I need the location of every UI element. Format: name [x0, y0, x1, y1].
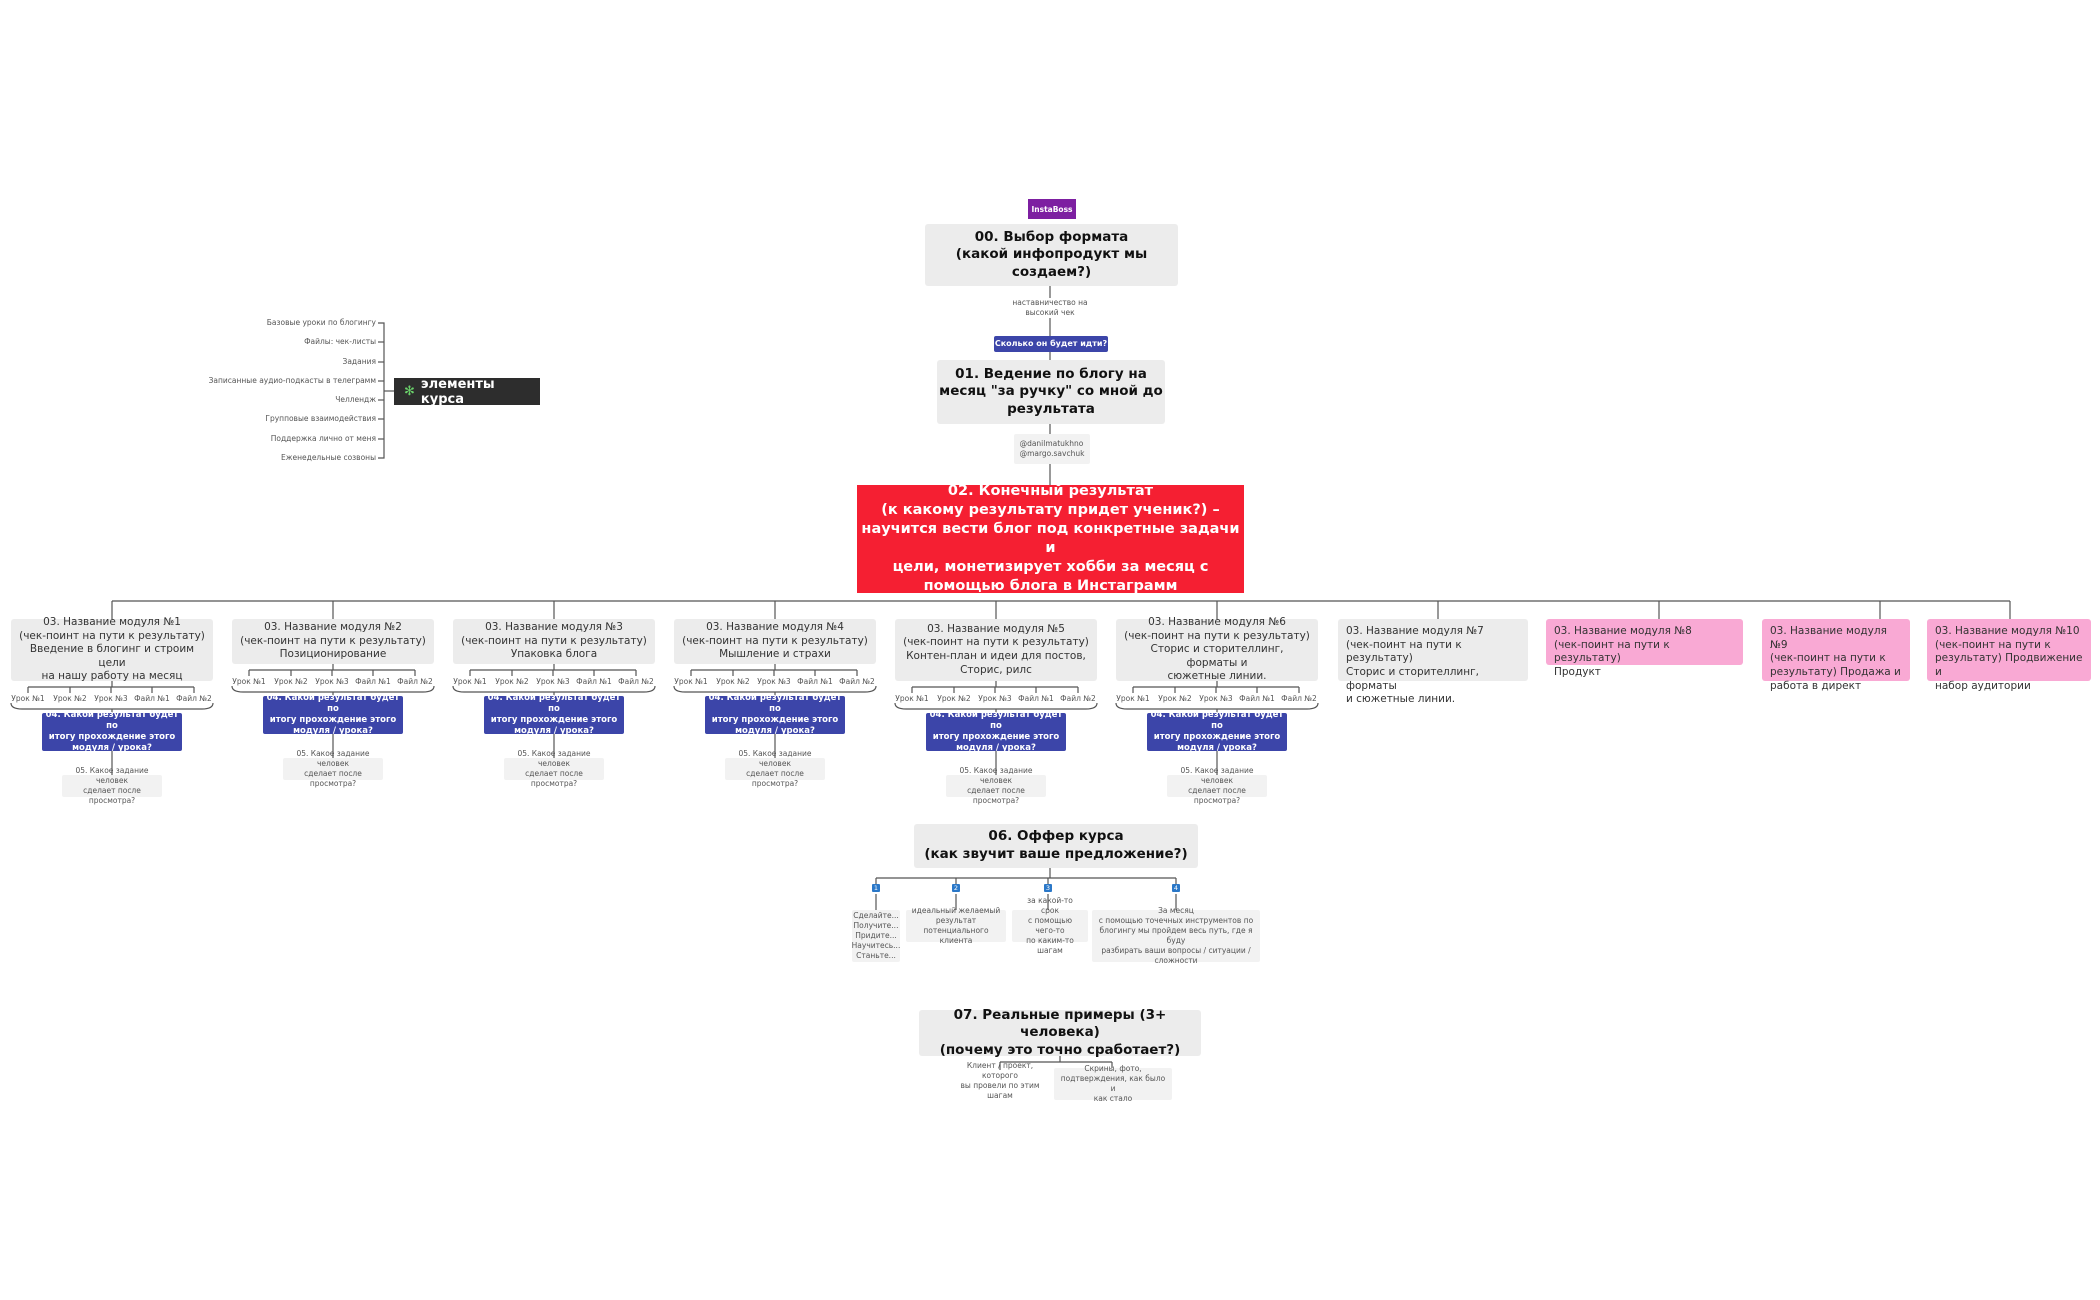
module-result-node[interactable]: 04. Какой результат будет по итогу прохождение этого модуля / урока?: [42, 713, 182, 751]
module-node-8[interactable]: 03. Название модуля №8 (чек-поинт на пути к результату) Продукт: [1546, 619, 1743, 665]
lesson-item[interactable]: Урок №3: [757, 677, 791, 686]
lesson-item[interactable]: Урок №1: [232, 677, 266, 686]
lesson-item[interactable]: Урок №2: [53, 694, 87, 703]
lesson-item[interactable]: Урок №2: [1158, 694, 1192, 703]
lesson-item[interactable]: Файл №2: [1281, 694, 1317, 703]
lesson-item[interactable]: Файл №1: [576, 677, 612, 686]
module-node-5[interactable]: 03. Название модуля №5 (чек-поинт на пути к результату) Контен-план и идеи для постов, Сторис, рилс: [895, 619, 1097, 681]
offer-step-node[interactable]: За месяц с помощью точечных инструментов по блогингу мы пройдем весь путь, где я буду разбирать ваши вопросы / ситуации / сложности: [1092, 910, 1260, 962]
lesson-item[interactable]: Файл №2: [176, 694, 212, 703]
example-item-proof[interactable]: Скрины, фото, подтверждения, как было и как стало: [1054, 1068, 1172, 1100]
lesson-item[interactable]: Урок №1: [674, 677, 708, 686]
module-node-4[interactable]: 03. Название модуля №4 (чек-поинт на пути к результату) Мышление и страхи: [674, 619, 876, 664]
course-element-item[interactable]: Групповые взаимодействия: [265, 414, 376, 423]
module-task-node[interactable]: 05. Какое задание человек сделает после просмотра?: [725, 758, 825, 780]
lesson-item[interactable]: Файл №1: [797, 677, 833, 686]
offer-node[interactable]: 06. Оффер курса (как звучит ваше предложение?): [914, 824, 1198, 868]
format-sub-node[interactable]: наставничество на высокий чек: [990, 298, 1110, 318]
lesson-item[interactable]: Файл №1: [1018, 694, 1054, 703]
module-node-10[interactable]: 03. Название модуля №10 (чек-поинт на пути к результату) Продвижение и набор аудитории: [1927, 619, 2091, 681]
course-elements-node[interactable]: [394, 378, 540, 405]
module-node-2[interactable]: 03. Название модуля №2 (чек-поинт на пути к результату) Позиционирование: [232, 619, 434, 664]
lesson-item[interactable]: Урок №1: [11, 694, 45, 703]
module-task-node[interactable]: 05. Какое задание человек сделает после просмотра?: [283, 758, 383, 780]
example-item-client[interactable]: Клиент / проект, которого вы провели по этим шагам: [945, 1070, 1055, 1092]
lesson-item[interactable]: Файл №2: [839, 677, 875, 686]
final-result-node[interactable]: 02. Конечный результат (к какому результату придет ученик?) – научится вести блог под конкретные задачи и цели, монетизирует хобби за месяц с помощью блога в Инстаграмм: [857, 485, 1244, 593]
instaboss-badge: InstaBoss: [1028, 199, 1076, 219]
lesson-item[interactable]: Урок №2: [274, 677, 308, 686]
course-element-item[interactable]: Базовые уроки по блогингу: [266, 318, 376, 327]
module-result-node[interactable]: 04. Какой результат будет по итогу прохождение этого модуля / урока?: [484, 696, 624, 734]
module-node-3[interactable]: 03. Название модуля №3 (чек-поинт на пути к результату) Упаковка блога: [453, 619, 655, 664]
lesson-item[interactable]: Файл №1: [355, 677, 391, 686]
puzzle-icon: ✻: [404, 384, 415, 399]
offer-step-number: 1: [873, 884, 879, 892]
lesson-item[interactable]: Урок №2: [495, 677, 529, 686]
lesson-item[interactable]: Файл №2: [618, 677, 654, 686]
module-node-7[interactable]: 03. Название модуля №7 (чек-поинт на пути к результату) Сторис и сторителлинг, форматы и сюжетные линии.: [1338, 619, 1528, 681]
offer-step-number: 3: [1045, 884, 1051, 892]
lesson-item[interactable]: Урок №3: [315, 677, 349, 686]
lesson-item[interactable]: Урок №1: [453, 677, 487, 686]
offer-step-node[interactable]: за какой-то срок с помощью чего-то по каким-то шагам: [1012, 910, 1088, 942]
module-result-node[interactable]: 04. Какой результат будет по итогу прохождение этого модуля / урока?: [1147, 713, 1287, 751]
lesson-item[interactable]: Урок №3: [978, 694, 1012, 703]
format-node[interactable]: 00. Выбор формата (какой инфопродукт мы создаем?): [925, 224, 1178, 286]
lesson-item[interactable]: Урок №3: [94, 694, 128, 703]
duration-label[interactable]: Сколько он будет идти?: [994, 336, 1108, 352]
module-node-9[interactable]: 03. Название модуля №9 (чек-поинт на пути к результату) Продажа и работа в директ: [1762, 619, 1910, 681]
lesson-item[interactable]: Урок №3: [536, 677, 570, 686]
lesson-item[interactable]: Файл №1: [134, 694, 170, 703]
module-task-node[interactable]: 05. Какое задание человек сделает после просмотра?: [504, 758, 604, 780]
lesson-item[interactable]: Урок №2: [937, 694, 971, 703]
offer-step-number: 4: [1173, 884, 1179, 892]
course-element-item[interactable]: Челлендж: [335, 395, 376, 404]
course-node[interactable]: 01. Ведение по блогу на месяц "за ручку" со мной до результата: [937, 360, 1165, 424]
lesson-item[interactable]: Урок №3: [1199, 694, 1233, 703]
offer-step-node[interactable]: Сделайте... Получите... Придите... Научитесь... Станьте...: [851, 910, 901, 961]
lesson-item[interactable]: Урок №1: [895, 694, 929, 703]
lesson-item[interactable]: Урок №2: [716, 677, 750, 686]
lesson-item[interactable]: Урок №1: [1116, 694, 1150, 703]
lesson-item[interactable]: Файл №2: [1060, 694, 1096, 703]
module-node-6[interactable]: 03. Название модуля №6 (чек-поинт на пути к результату) Сторис и сторителлинг, форматы и сюжетные линии.: [1116, 619, 1318, 681]
course-element-item[interactable]: Файлы: чек-листы: [304, 337, 376, 346]
module-task-node[interactable]: 05. Какое задание человек сделает после просмотра?: [946, 775, 1046, 797]
offer-step-number: 2: [953, 884, 959, 892]
lesson-item[interactable]: Файл №1: [1239, 694, 1275, 703]
module-task-node[interactable]: 05. Какое задание человек сделает после просмотра?: [1167, 775, 1267, 797]
offer-step-node[interactable]: идеальный желаемый результат потенциального клиента: [906, 910, 1006, 942]
examples-node[interactable]: 07. Реальные примеры (3+ человека) (почему это точно сработает?): [919, 1010, 1201, 1056]
module-node-1[interactable]: 03. Название модуля №1 (чек-поинт на пути к результату) Введение в блогинг и строим цели на нашу работу на месяц: [11, 619, 213, 681]
course-element-item[interactable]: Записанные аудио-подкасты в телеграмм: [208, 376, 376, 385]
course-elements-title: элементы курса: [420, 376, 495, 407]
course-element-item[interactable]: Поддержка лично от меня: [270, 434, 376, 443]
module-result-node[interactable]: 04. Какой результат будет по итогу прохождение этого модуля / урока?: [926, 713, 1066, 751]
lesson-item[interactable]: Файл №2: [397, 677, 433, 686]
module-task-node[interactable]: 05. Какое задание человек сделает после просмотра?: [62, 775, 162, 797]
module-result-node[interactable]: 04. Какой результат будет по итогу прохождение этого модуля / урока?: [263, 696, 403, 734]
course-element-item[interactable]: Задания: [342, 357, 376, 366]
module-result-node[interactable]: 04. Какой результат будет по итогу прохождение этого модуля / урока?: [705, 696, 845, 734]
course-element-item[interactable]: Еженедельные созвоны: [281, 453, 376, 462]
authors-node[interactable]: @danilmatukhno @margo.savchuk: [1014, 434, 1090, 464]
